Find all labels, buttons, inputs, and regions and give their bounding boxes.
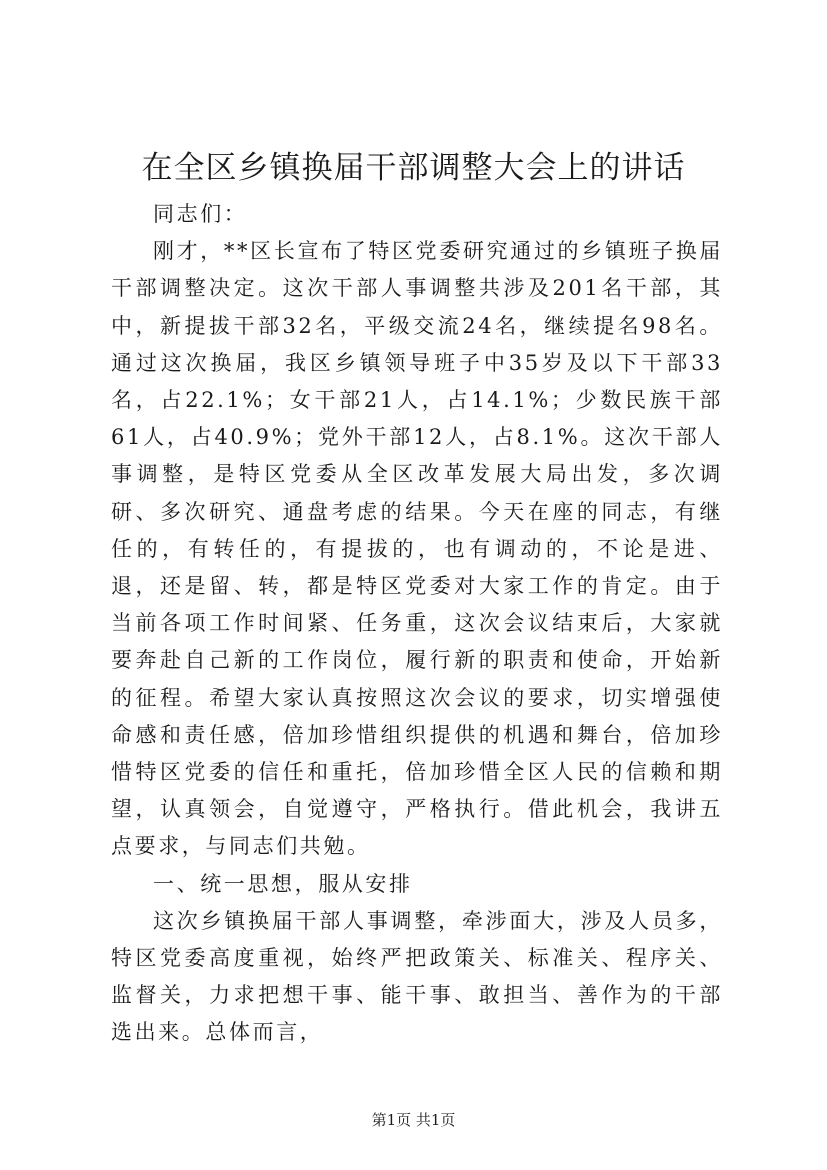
page-footer: 第1页 共1页 — [371, 1111, 456, 1129]
document-body — [111, 196, 723, 1052]
section-paragraph: 这次乡镇换届干部人事调整，牵涉面大，涉及人员多，特区党委高度重视，始终严把政策关、标准关、程序关、监督关，力求把想干事、能干事、敢担当、善作为的干部选出来。总体而言， — [111, 908, 723, 1045]
intro-paragraph: 刚才，**区长宣布了特区党委研究通过的乡镇班子换届干部调整决定。这次干部人事调整共涉及201名干部，其中，新提拔干部32名，平级交流24名，继续提名98名。通过这次换届，我区乡镇领导班子中35岁及以下干部33名，占22.1%；女干部21人，占14.1%；少数民族干部61人，占40.9%；党外干部12人，占8.1%。这次干部人事调整，是特区党委从全区改革发展大局出发，多次调研、多次研究、通盘考虑的结果。今天在座的同志，有继任的，有转任的，有提拔的，也有调动的，不论是进、退，还是留、转，都是特区党委对大家工作的肯定。由于当前各项工作时间紧、任务重，这次会议结束后，大家就要奔赴自己新的工作岗位，履行新的职责和使命，开始新的征程。希望大家认真按照这次会议的要求，切实增强使命感和责任感，倍加珍惜组织提供的机遇和舞台，倍加珍惜特区党委的信任和重托，倍加珍惜全区人民的信赖和期望，认真领会，自觉遵守，严格执行。借此机会，我讲五点要求，与同志们共勉。 — [111, 239, 723, 859]
salutation-paragraph: 同志们： — [153, 202, 248, 226]
document-title: 在全区乡镇换届干部调整大会上的讲话 — [141, 150, 686, 186]
section-heading: 一、统一思想，服从安排 — [153, 871, 413, 896]
